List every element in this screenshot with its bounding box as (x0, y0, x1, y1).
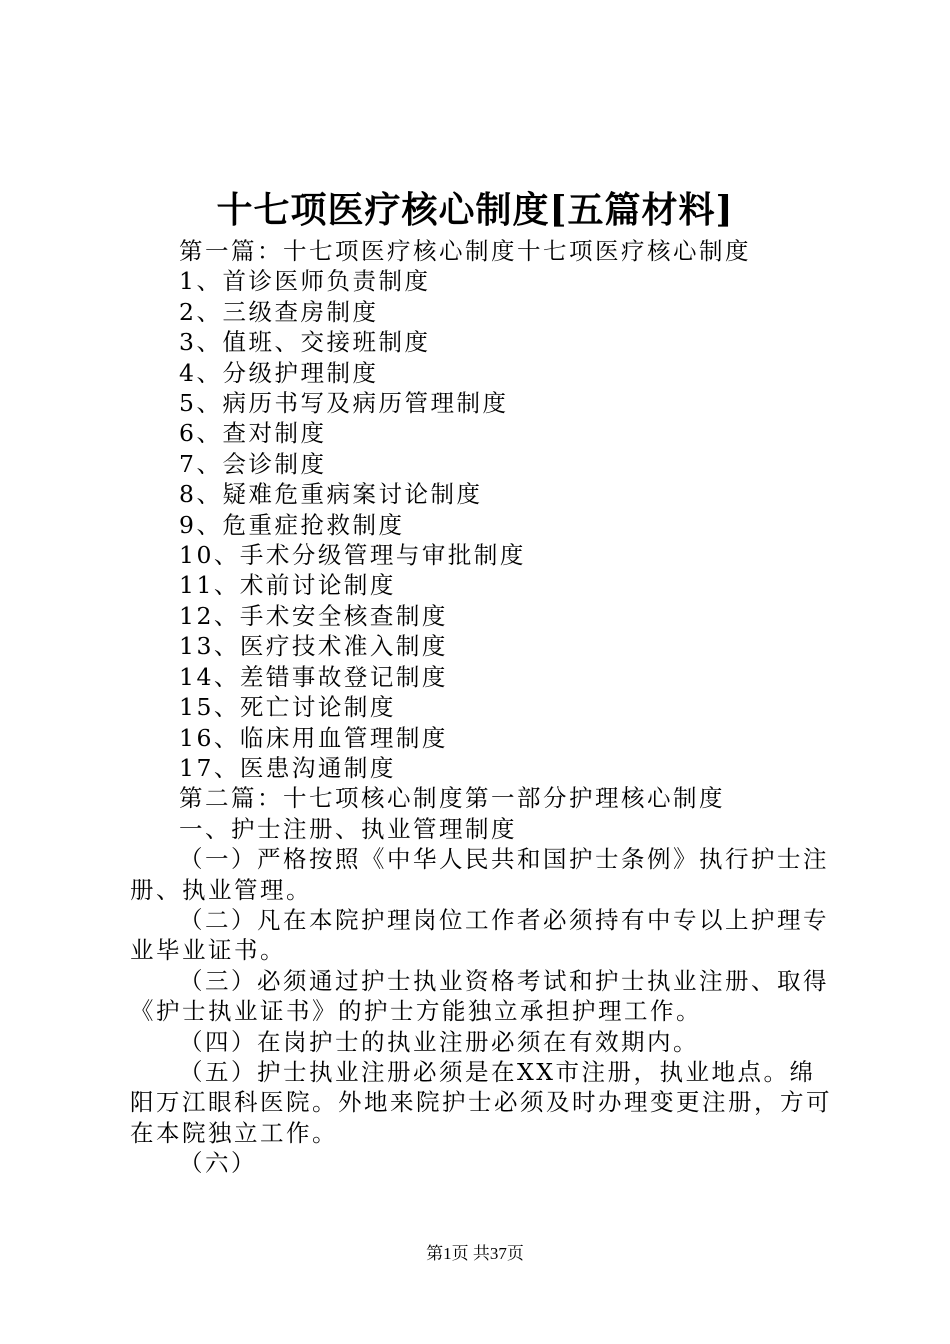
list-item: 1、首诊医师负责制度 (179, 267, 431, 296)
page-footer: 第1页 共37页 (426, 1244, 524, 1263)
list-item: 6、查对制度 (179, 419, 327, 448)
list-item: 8、疑难危重病案讨论制度 (179, 480, 483, 509)
document-body (130, 236, 832, 1179)
list-item: 16、临床用血管理制度 (179, 723, 448, 752)
paragraph: （一）严格按照《中华人民共和国护士条例》执行护士注册、执业管理。 (130, 845, 829, 904)
list-item: 7、会诊制度 (179, 449, 327, 478)
paragraph: （四）在岗护士的执业注册必须在有效期内。 (179, 1027, 699, 1056)
list-item: 3、值班、交接班制度 (179, 328, 431, 357)
list-item: 5、病历书写及病历管理制度 (179, 389, 509, 418)
list-item: 14、差错事故登记制度 (179, 662, 448, 691)
document-title: 十七项医疗核心制度[五篇材料] (216, 189, 734, 231)
paragraph: （三）必须通过护士执业资格考试和护士执业注册、取得《护士执业证书》的护士方能独立承担护理工作。 (130, 966, 829, 1026)
list-item: 15、死亡讨论制度 (179, 693, 396, 722)
list-item: 9、危重症抢救制度 (179, 510, 405, 539)
section-heading-1: 第一篇：十七项医疗核心制度十七项医疗核心制度 (179, 237, 751, 265)
list-item: 4、分级护理制度 (179, 358, 379, 387)
paragraph: （二）凡在本院护理岗位工作者必须持有中专以上护理专业毕业证书。 (130, 905, 829, 965)
list-item: 11、术前讨论制度 (179, 571, 396, 600)
list-item: 17、医患沟通制度 (179, 753, 396, 782)
list-item: 12、手术安全核查制度 (179, 601, 448, 630)
list-item: 10、手术分级管理与审批制度 (179, 541, 526, 570)
paragraph: （五）护士执业注册必须是在XX市注册，执业地点。绵阳万江眼科医院。外地来院护士必须及时办理变更注册，方可在本院独立工作。 (130, 1057, 832, 1147)
subsection-heading: 一、护士注册、执业管理制度 (179, 814, 517, 843)
list-item: 13、医疗技术准入制度 (179, 632, 448, 661)
list-item: 2、三级查房制度 (179, 297, 379, 326)
paragraph: （六） (179, 1149, 257, 1178)
section-heading-2: 第二篇：十七项核心制度第一部分护理核心制度 (179, 784, 725, 813)
